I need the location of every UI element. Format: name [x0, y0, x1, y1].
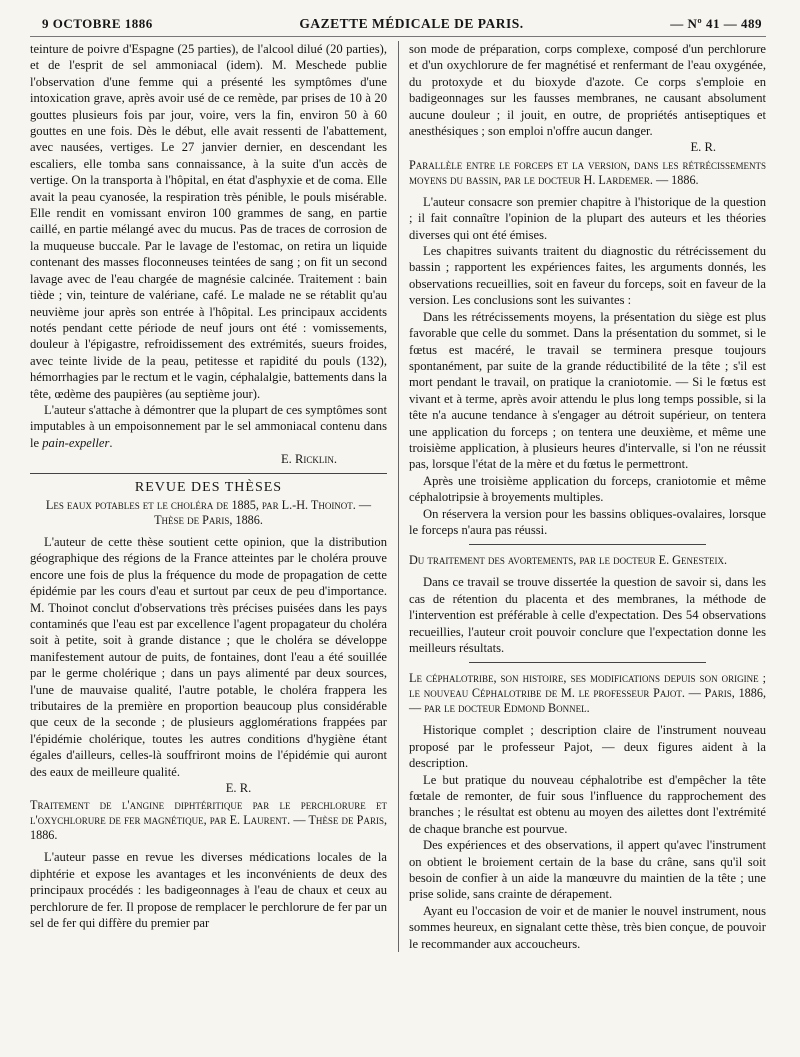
header-title: GAZETTE MÉDICALE DE PARIS.: [299, 16, 524, 31]
paragraph: L'auteur consacre son premier chapitre à l'historique de la question ; il fait connaître l'opinion de la plupart des auteurs et les théories diverses qui ont été émises.: [409, 194, 766, 242]
paragraph: Ayant eu l'occasion de voir et de manier le nouvel instrument, nous sommes heureux, en signalant cette thèse, très bien conçue, de pouvoir le recommander aux accoucheurs.: [409, 903, 766, 951]
paragraph-end: .: [109, 435, 113, 450]
article-title: Le céphalotribe, son histoire, ses modifications depuis son origine ; le nouveau Céphalotribe de M. le professeur Pajot. — Paris, 1886, — par le docteur Edmond Bonnel.: [409, 671, 766, 716]
paragraph: son mode de préparation, corps complexe, composé d'un perchlorure et d'un oxychlorure de fer magnétisé et renfermant de l'eau oxygénée, du protoxyde et du bioxyde d'azote. Ce corps s'emploie en badigeonnages sur les fausses membranes, ne causant absolument aucune douleur ; il jouit, en outre, de propriétés antiseptiques et anesthésiques ; son emploi n'offre aucun danger.: [409, 42, 766, 139]
header-date: 9 OCTOBRE 1886: [42, 16, 153, 31]
column-divider: [398, 41, 399, 952]
article-title: Traitement de l'angine diphtéritique par le perchlorure et l'oxychlorure de fer magnétique, par E. Laurent. — Thèse de Paris, 1886.: [30, 798, 387, 843]
paragraph: Historique complet ; description claire de l'instrument nouveau proposé par le professeur Pajot, — deux figures aident à la description.: [409, 723, 766, 771]
header-issue-page: [670, 16, 762, 32]
article-divider: [469, 544, 706, 545]
italic-term: pain-expeller: [42, 435, 110, 450]
article-title: Du traitement des avortements, par le docteur E. Genesteix.: [409, 553, 728, 568]
paragraph: Après une troisième application du forceps, craniotomie et même céphalotripsie à broyements multiples.: [409, 473, 766, 505]
article-title: Parallèle entre le forceps et la version, dans les rétrécissements moyens du bassin, par le docteur H. Lardemer. — 1886.: [409, 157, 766, 187]
signature: E. R.: [225, 781, 252, 796]
article-divider: [469, 662, 706, 663]
paragraph: Les chapitres suivants traitent du diagnostic du rétrécissement du bassin ; rapportent les expériences faites, les arguments donnés, les observations recueillies, soit en faveur du forceps, soit en faveur de la version. Les conclusions sont les suivantes :: [409, 244, 766, 308]
paragraph: L'auteur de cette thèse soutient cette opinion, que la distribution géographique des régions de la France atteintes par le choléra prouve encore une fois de plus la fréquence du mode de propagation de cette épidémie par les cours d'eau et surtout par ceux de peu d'importance. M. Thoinot conclut d'observations très précises puisées dans les pays contaminés que l'eau est par excellence l'agent propagateur du choléra soit à petite, soit à grande distance ; que le choléra se développe manifestement autour de puits, de fontaines, dont l'eau a été souillée par le germe cholérique ; dans un pays alimenté par deux sources, l'une de mauvaise qualité, l'autre potable, le choléra frappera les tributaires de la première en proportion beaucoup plus considérable que ceux de la seconde ; de plusieurs agglomérations frappées par l'épidémie cholérique, toutes les autres conditions d'hygiène étant égales d'ailleurs, celles-là souffriront moins de l'épidémie qui auront des eaux de meilleure qualité.: [30, 534, 387, 779]
left-column: [30, 41, 387, 952]
page-header: [30, 10, 766, 37]
paragraph-text: L'auteur s'attache à démontrer que la plupart de ces symptômes sont imputables à un empoisonnement par le sel ammoniacal contenu dans le: [30, 402, 387, 450]
paragraph: Le but pratique du nouveau céphalotribe est d'empêcher la tête fœtale de remonter, de fuir sous l'influence du rapprochement des branches ; le résultat est obtenu au moyen des ailettes dont l'extrémité de chaque branche est pourvue.: [409, 772, 766, 836]
paragraph: Dans ce travail se trouve dissertée la question de savoir si, dans les cas de rétention du placenta et des membranes, la méthode de l'intervention est préférable à celle d'expectation. Des 54 observations recueillies, l'auteur croit pouvoir conclure que l'expectation donne les meilleurs résultats.: [409, 575, 766, 655]
section-title: REVUE DES THÈSES: [134, 479, 283, 495]
section-divider: [30, 473, 387, 474]
article-title: Les eaux potables et le choléra de 1885, par L.-H. Thoinot. — Thèse de Paris, 1886.: [45, 497, 372, 527]
header-issue: — Nº 41 —: [670, 16, 738, 31]
paragraph: Des expériences et des observations, il appert qu'avec l'instrument on obtient le broiement certain de la base du crâne, sans qu'il soit besoin de confier à un aide la manœuvre du maintien de la tête ; une prise solide, sans crainte de dérapement.: [409, 838, 766, 902]
paragraph: Dans les rétrécissements moyens, la présentation du siège est plus favorable que celle du sommet. Dans la présentation du sommet, si le fœtus est macéré, le travail se terminera presque toujours spontanément, par suite de la grande réductibilité de la tête ; s'il est mort pendant le travail, on pratique la craniotomie. — Si le fœtus est vivant et à terme, après avoir attendu le plus long temps possible, si la tête n'a aucune tendance à s'engager au détroit supérieur, on tentera une application du forceps ; on tentera une deuxième, et même une troisième application, à plusieurs heures d'intervalle, si l'on ne réussit pas, lorsque l'état de la mère et du fœtus le permettront.: [409, 309, 766, 472]
signature: E. R.: [690, 140, 716, 155]
signature: E. Ricklin.: [280, 452, 337, 467]
paragraph: L'auteur passe en revue les diverses médications locales de la diphtérie et expose les avantages et les inconvénients de deux des principaux procédés : les badigeonnages à l'eau de chaux et ceux au perchlorure de fer. Il propose de remplacer le perchlorure de fer par un sel de fer qui diffère du premier par: [30, 850, 387, 931]
two-column-body: [30, 41, 766, 952]
right-column: [409, 41, 766, 952]
paragraph: [30, 402, 387, 451]
header-page-number: 489: [740, 16, 762, 31]
paragraph: On réservera la version pour les bassins obliques-ovalaires, lorsque le forceps n'aura pas réussi.: [409, 506, 766, 537]
paragraph: teinture de poivre d'Espagne (25 parties), de l'alcool dilué (20 parties), et de l'esprit de sel ammoniacal (idem). M. Meschede publie l'observation d'une femme qui a présenté les symptômes d'une intoxication grave, après avoir usé de ce remède, par prises de 10 à 20 gouttes plusieurs fois par jour, voire, vers la fin, environ 50 à 60 gouttes en une fois. Dès le début, elle avait ressenti de l'abattement, avec nausées, vertiges. Le 27 janvier dernier, en descendant les escaliers, elle tomba sans connaissance, à la suite d'un accès de vertige. On la transporta à l'hôpital, en état d'asphyxie et de coma. Elle avait la peau cyanosée, la respiration très pénible, le pouls misérable. Elle rendit en vomissant environ 100 grammes de sang, en partie caillé, en partie mélangé avec du mucus. Pas de traces de corrosion de la muqueuse buccale. Par le lavage de l'estomac, on retira un liquide contenant des masses floconneuses teintées de sang ; on fit un second lavage avec de l'eau chargée de magnésie calcinée. Traitement : bain tiède ; vin, teinture de valériane, café. Le malade ne se rétablit qu'au neuvième jour après son entrée à l'hôpital. Les principaux accidents notés pendant cette période de neuf jours ont été : vomissements, douleur à l'épigastre, refroidissement des extrémités, sueurs froides, avec teinte livide de la peau, petitesse et rapidité du pouls (132), hémorrhagies par le rectum et le vagin, céphalalgie, battements dans la tête, œdème des paupières (au septième jour).: [30, 42, 387, 401]
